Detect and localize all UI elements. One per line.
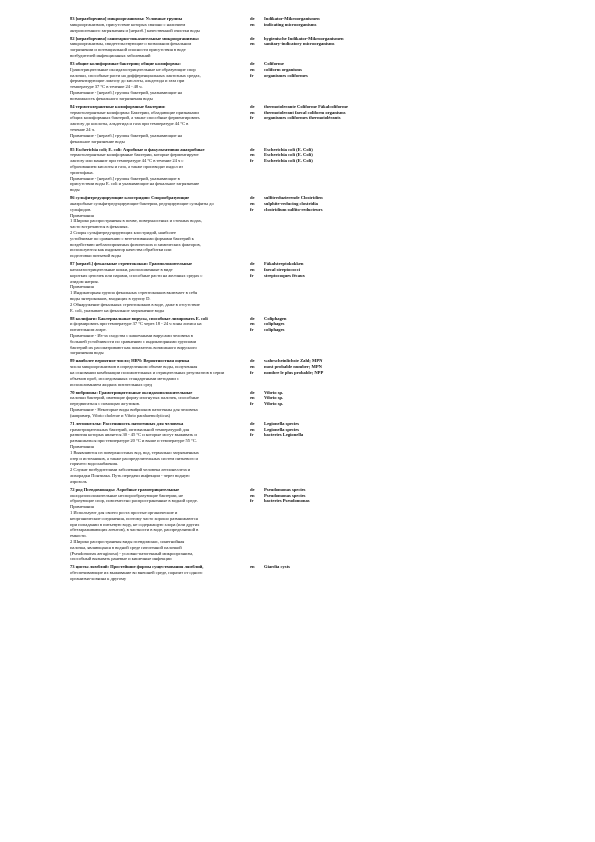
definition-line: лихорадки Понтиака. Путь передачи инфекции - через водную — [70, 472, 190, 478]
language-code: de — [250, 261, 255, 267]
term-name: Vibrio sp. — [264, 401, 284, 407]
definition-line: E. coli, указывает на фекальное загрязнение воды — [70, 307, 165, 313]
definition-line: образованием кислоты и газа, а также производят индол из — [70, 163, 183, 169]
definition-line: числа микроорганизмов в определенном объеме воды, полученная — [70, 364, 198, 370]
foreign-term — [250, 327, 550, 333]
term-name: Coliphagen — [264, 315, 287, 321]
foreign-term — [250, 370, 550, 376]
definition-line: аэрозоль — [70, 478, 87, 484]
language-code: fr — [250, 158, 254, 164]
term-heading: 72 род Псевдомонады: Аэробные грамотрицательные — [70, 486, 180, 492]
foreign-equivalents — [250, 61, 550, 78]
definition-line: при попадании в питьевую воду, не содержащую хлора (или других — [70, 521, 200, 527]
definition-line: используются как индикатор качества обработки или — [70, 247, 172, 253]
foreign-term — [250, 207, 550, 213]
language-code: fr — [250, 115, 254, 121]
language-code: en — [250, 66, 255, 72]
definition-line: Примечания — [70, 443, 94, 449]
definition-line: образующие спор, повсеместно распространенные в водной среде. — [70, 498, 198, 504]
foreign-term — [250, 401, 550, 407]
term-heading: 84 термотолерантные колиформные бактерии: — [70, 103, 166, 109]
definition-line: большей устойчивости по сравнению с индикаторными группами — [70, 338, 197, 344]
term-name: wahrscheinlichste Zahl; MPN — [264, 358, 323, 364]
definition-line: Примечание - [неразб.] группы бактерий, указывающие на — [70, 89, 183, 95]
term-definition — [70, 61, 252, 102]
term-heading: 89 наиболее вероятное число; НВЧ: Вероятностная оценка — [70, 358, 190, 364]
definition-line: присутствии воды E. coli и указывающие на фекальное загрязнение — [70, 181, 200, 187]
language-code: de — [250, 315, 255, 321]
foreign-term — [250, 432, 550, 438]
language-code: fr — [250, 72, 254, 78]
language-code: en — [250, 21, 255, 27]
term-heading: 82 [неразборчиво] санитарно-показательные микроорганизмы: — [70, 35, 200, 41]
definition-line: 2 Обнаружение фекальных стрептококков в воде, даже в отсутствие — [70, 301, 200, 307]
definition-line: Примечание - [неразб.] группы бактерий, указывающие на — [70, 132, 183, 138]
definition-line: Примечание - [неразб.] группы бактерий, указывающие в — [70, 175, 180, 181]
foreign-equivalents — [250, 487, 550, 504]
definition-line: антропогенного загрязнения и [неразб.] качественной очистки воды — [70, 27, 200, 33]
definition-line: термотолерантные колиформные бактерии, которые ферментируют — [70, 152, 199, 158]
definition-line: воздействию неблагоприятных физических и химических факторов, — [70, 241, 201, 247]
definition-line: 2 Споры сульфитредуцирующих клостридий, наиболее — [70, 229, 176, 235]
term-name: thermotolerant faecal coliform organisms — [264, 109, 346, 115]
definition-line: Примечание - Некоторые виды вибрионов патогенны для человека — [70, 406, 198, 412]
language-code: fr — [250, 206, 254, 212]
term-name: Escherichia coli (E. Coli) — [264, 158, 313, 164]
term-heading: 71 легионеллы: Рассеянность патогенных для человека — [70, 420, 184, 426]
foreign-equivalents — [250, 104, 550, 121]
definition-line: на основании комбинации положительных и отрицательных результатов в серии — [70, 369, 225, 375]
language-code: de — [250, 146, 255, 152]
term-heading: 86 сульфитредуцирующие клостридии: Спорообразующие — [70, 195, 190, 201]
definition-line: развития которых является 30 - 45 °С и которые могут выживать и — [70, 432, 197, 438]
term-definition — [70, 147, 252, 193]
definition-line: Примечания — [70, 284, 94, 290]
term-name: faecal streptococci — [264, 266, 301, 272]
term-name: sulfitreduzierende Clostridien — [264, 195, 323, 201]
foreign-equivalents — [250, 195, 550, 212]
definition-line: использованием жидких питательных сред — [70, 381, 153, 387]
term-name: Legionella species — [264, 420, 300, 426]
definition-line: способный вызывать раневые и кишечные инфекции — [70, 556, 172, 562]
foreign-term — [250, 22, 550, 28]
definition-line: температуре 37 °С в течение 24 - 48 ч. — [70, 84, 143, 90]
definition-line: загрязнении и потенциальной опасности присутствия в воде — [70, 47, 186, 53]
language-code: fr — [250, 432, 254, 438]
language-code: fr — [250, 327, 254, 333]
definition-line: 1 Индикаторная группа фекальных стрептококков включает в себя — [70, 290, 198, 296]
foreign-equivalents — [250, 36, 550, 48]
term-name: Escherichia coli (E. Coli) — [264, 152, 313, 158]
term-name: Fäkalstreptokokken — [264, 261, 304, 267]
term-heading: 85 Escherichia coli; E. coli: Аэробные и факультативно анаэробные — [70, 146, 205, 152]
language-code: de — [250, 103, 255, 109]
term-name: organismes coliformes — [264, 72, 308, 78]
term-heading: 83 общие колиформные бактерии; общие колиформы: — [70, 61, 181, 66]
term-definition — [70, 104, 252, 145]
language-code: de — [250, 358, 255, 364]
definition-line: обеззараживающих агентов), в частности в воде, распределяемой в — [70, 527, 199, 533]
term-name: Legionella species — [264, 426, 300, 432]
term-definition — [70, 261, 252, 313]
foreign-equivalents — [250, 390, 550, 407]
term-name: thermotolerante Coliforme Fäkalcoliforme — [264, 103, 348, 109]
term-definition — [70, 421, 252, 485]
definition-line: 1 Используют для своего роста простые органические и — [70, 509, 178, 515]
term-definition — [70, 195, 252, 259]
foreign-term — [250, 73, 550, 79]
definition-line: Примечания — [70, 504, 94, 510]
foreign-term — [250, 498, 550, 504]
definition-line: Примечание - Из-за сходства с кишечными вирусами человека в — [70, 332, 193, 338]
definition-line: 2 Служат возбудителями заболеваний человека легионеллеза и — [70, 467, 191, 473]
term-name: clostridium sulfito-reducteurs — [264, 206, 323, 212]
definition-line: анаэробные сульфитредуцирующие бактерии, редуцирующие сульфиты до — [70, 200, 214, 206]
definition-line: (Pseudomonas aeruginosa) - условно-патогенный микроорганизм, — [70, 550, 194, 556]
term-definition — [70, 316, 252, 357]
definition-line: палочка, являющаяся в водной среде патогенной палочкой — [70, 544, 182, 550]
definition-line: сульфидов. — [70, 206, 92, 212]
language-code: de — [250, 16, 255, 21]
language-code: fr — [250, 272, 254, 278]
definition-line: воды — [70, 187, 80, 193]
term-name: hygienische Indikator-Mikroorganismen — [264, 35, 344, 41]
language-code: de — [250, 389, 255, 395]
definition-line: течение 24 ч. — [70, 126, 95, 132]
language-code: en — [250, 426, 255, 432]
definition-line: объемов проб, исследованных стандартными методами с — [70, 375, 179, 381]
term-name: Indikator-Mikroorganismen — [264, 16, 320, 21]
definition-line: и формировать при температуре 37 °С через 18 - 24 ч зоны лизиса на — [70, 321, 202, 327]
term-heading: 87 [неразб.] фекальные стрептококки: Грамположительные — [70, 261, 193, 267]
foreign-equivalents — [250, 358, 550, 375]
term-name: most probable number; MPN — [264, 364, 322, 370]
definition-line: емкости. — [70, 533, 87, 539]
term-name: coliphages — [264, 327, 285, 333]
term-name: coliphages — [264, 321, 285, 327]
language-code: de — [250, 61, 255, 66]
language-code: de — [250, 486, 255, 492]
foreign-term — [250, 273, 550, 279]
term-name: Vibrio sp. — [264, 395, 284, 401]
term-name: organismes coliformes thermotolérants — [264, 115, 341, 121]
language-code: en — [250, 321, 255, 327]
definition-line: загрязнения воды — [70, 350, 104, 356]
term-name: indicating microorganisms — [264, 21, 317, 27]
definition-line: 2 Широко распространены виды псевдомонас, синегнойная — [70, 538, 185, 544]
definition-line: неорганические соединения, поэтому часто хорошо размножаются — [70, 515, 198, 521]
term-name: Pseudomonas species — [264, 486, 306, 492]
definition-line: обеспечивающие их выживание во внешней среде, паразит от одного — [70, 570, 203, 576]
definition-line: триптофана. — [70, 169, 94, 175]
term-name: sanitary-indicatory microorganisms — [264, 41, 335, 47]
definition-line: 1 Широко распространены в почве, поверхностных и сточных водах, — [70, 218, 202, 224]
language-code: fr — [250, 498, 254, 504]
foreign-equivalents — [250, 316, 550, 333]
definition-line: общих колиформных бактерий, а также способные ферментировать — [70, 115, 200, 121]
term-name: Coliforme — [264, 61, 284, 66]
language-code: en — [250, 200, 255, 206]
foreign-equivalents — [250, 147, 550, 164]
term-name: coliform organisms — [264, 66, 302, 72]
definition-line: виды энтерококков, входящих в группу D. — [70, 295, 151, 301]
definition-line: ферментирующие лактозу до кислоты, альдегида и газа при — [70, 78, 185, 84]
definition-line: каталазоотрицательные кокки, расположенные в виде — [70, 266, 173, 272]
definition-line: озер и источников, а также распределительных систем питьевого и — [70, 455, 198, 461]
definition-line: организма-хозяина к другому — [70, 575, 127, 581]
term-name: bacteries Legionella — [264, 432, 304, 438]
term-definition — [70, 16, 252, 33]
term-name: bacteries Pseudomonas — [264, 498, 310, 504]
term-name: streptocoques fécaux — [264, 272, 305, 278]
definition-line: (например, Vibrio cholerae и Vibrio parahaemolyticus) — [70, 412, 171, 418]
definition-line: возбудителей инфекционных заболеваний — [70, 52, 151, 58]
language-code: en — [250, 395, 255, 401]
definition-line: 1 Выявляются из поверхностных вод, вод, термально загрязненных — [70, 449, 199, 455]
term-name: Pseudomonas species — [264, 492, 306, 498]
language-code: de — [250, 420, 255, 426]
definition-line: лактозу или маннит при температуре 44 °С в течение 24 ч с — [70, 158, 184, 164]
foreign-equivalents — [250, 564, 550, 570]
language-code: fr — [250, 369, 254, 375]
foreign-equivalents — [250, 421, 550, 438]
definition-line: микроорганизмы, свидетельствующие о возможном фекальном — [70, 41, 192, 47]
definition-line: термотолерантные колиформы: Бактерии, обладающие признаками — [70, 109, 199, 115]
definition-line: палочки, способные расти на дифференциальных лактозных средах, — [70, 72, 201, 78]
term-name: nombre le plus probable; NPP — [264, 369, 324, 375]
definition-line: устойчивые по сравнению с вегетативными формами бактерий к — [70, 235, 194, 241]
language-code: en — [250, 41, 255, 47]
term-heading: 73 цисты лямблий: Простейшие формы существования лямблий, — [70, 564, 204, 570]
term-name: sulphite-reducing clostridia — [264, 200, 318, 206]
language-code: de — [250, 35, 255, 41]
definition-line: размножаться при температуре 20 °С и выше и температуре 55 °С. — [70, 438, 197, 444]
definition-line: часто встречаются в фекалиях. — [70, 224, 129, 230]
term-name: Vibrio sp. — [264, 389, 284, 395]
term-heading: 70 вибрионы: Грамотрицательные оксидазоположительные — [70, 389, 193, 395]
language-code: fr — [250, 401, 254, 407]
definition-line: возможность фекального загрязнения воды — [70, 95, 153, 101]
language-code: en — [250, 109, 255, 115]
term-name: Escherichia coli (E. Coli) — [264, 146, 313, 152]
definition-line: бактерий их рассматривают как показатель возможного вирусного — [70, 344, 197, 350]
definition-line: подготовки питьевой воды — [70, 253, 121, 259]
definition-line: передвигаться с помощью жгутиков. — [70, 401, 140, 407]
term-heading: 83 [неразборчиво] микроорганизмы: Условные группы — [70, 16, 183, 21]
term-definition — [70, 487, 252, 562]
foreign-term — [250, 564, 550, 570]
language-code: en — [250, 266, 255, 272]
definition-line: Грамотрицательные оксидазоотрицательные не образующие спор — [70, 66, 196, 72]
definition-line: оксидазоположительные неспорообразующие бактерии, не — [70, 492, 183, 498]
foreign-term — [250, 41, 550, 47]
foreign-term — [250, 158, 550, 164]
definition-line: азидом натрия. — [70, 278, 99, 284]
language-code: en — [250, 564, 255, 570]
language-code: en — [250, 492, 255, 498]
definition-line: горячего водоснабжения. — [70, 461, 119, 467]
term-heading: 88 колифаги: Бактериальные вирусы, способные лизировать E. coli — [70, 315, 208, 321]
term-definition — [70, 564, 252, 581]
definition-line: фекальное загрязнение воды — [70, 138, 125, 144]
language-code: en — [250, 152, 255, 158]
language-code: de — [250, 195, 255, 201]
term-definition — [70, 36, 252, 59]
foreign-term — [250, 115, 550, 121]
language-code: en — [250, 364, 255, 370]
definition-line: палочки бактерий, имеющие форму изогнутых палочек, способные — [70, 395, 199, 401]
definition-line: грамотрицательных бактерий, оптимальной температурой для — [70, 426, 190, 432]
definition-line: коротких цепочек или парами, способные расти на желчных средах с — [70, 272, 203, 278]
definition-line: лактозу до кислоты, альдегида и газа при температуре 44 °С в — [70, 121, 189, 127]
foreign-equivalents — [250, 16, 550, 28]
definition-line: микроорганизмов, присутствие которых связано с наличием — [70, 21, 186, 27]
term-name: Giardia cysts — [264, 564, 290, 570]
foreign-equivalents — [250, 261, 550, 278]
term-definition — [70, 390, 252, 419]
definition-line: питательном агаре. — [70, 327, 107, 333]
term-definition — [70, 358, 252, 387]
definition-line: Примечания — [70, 212, 94, 218]
